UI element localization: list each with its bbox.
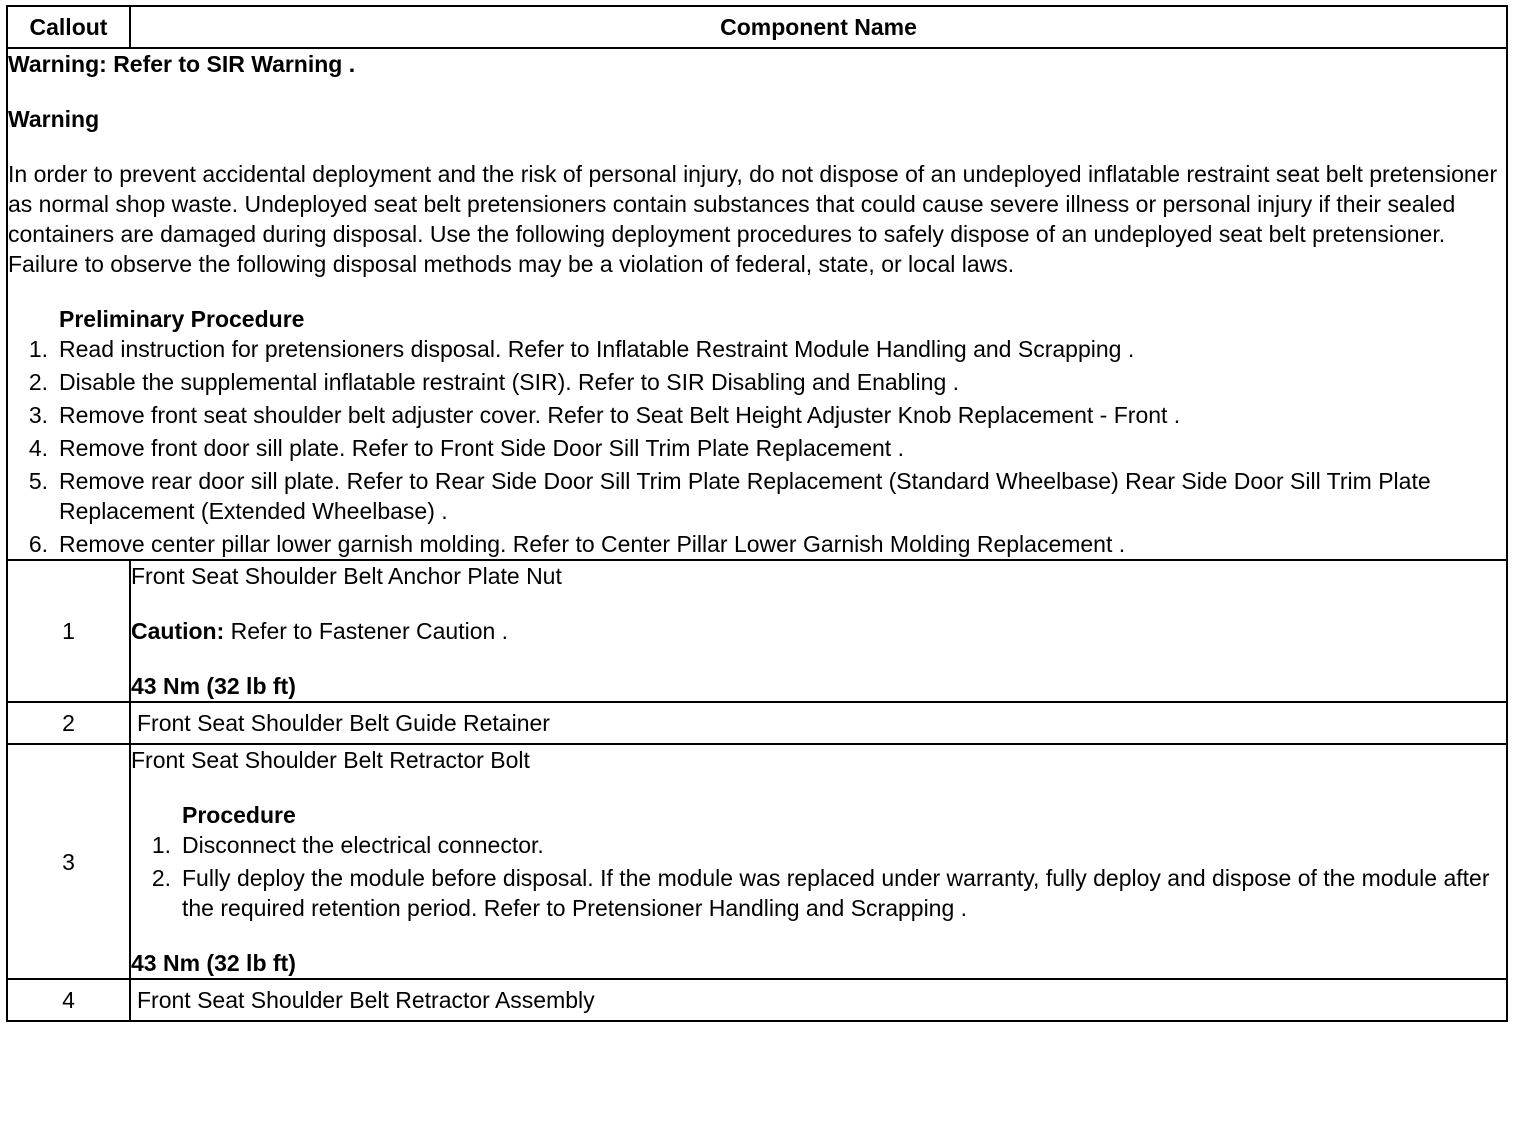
component-name: Front Seat Shoulder Belt Retractor Assembly (137, 987, 595, 1013)
step-number: 1. (151, 832, 171, 858)
step-text[interactable]: Disable the supplemental inflatable restraint (SIR). Refer to SIR Disabling and Enabling . (59, 369, 960, 395)
preliminary-step (8, 433, 1506, 463)
step-number: 4. (28, 435, 48, 461)
step-text[interactable]: Remove center pillar lower garnish molding. Refer to Center Pillar Lower Garnish Molding Replacement . (59, 531, 1126, 557)
step-text[interactable]: Remove front seat shoulder belt adjuster cover. Refer to Seat Belt Height Adjuster Knob Replacement - Front . (59, 402, 1181, 428)
procedure-step (131, 863, 1506, 923)
component-name: Front Seat Shoulder Belt Guide Retainer (137, 710, 550, 736)
preliminary-procedure-title: Preliminary Procedure (59, 306, 305, 332)
caution-label: Caution: (131, 618, 225, 644)
torque-spec: 43 Nm (32 lb ft) (131, 673, 296, 699)
table-row (7, 979, 1507, 1021)
warning-ref-label: Warning: (8, 51, 107, 77)
callout-number: 4 (7, 979, 130, 1021)
step-number: 3. (28, 402, 48, 428)
step-number: 2. (151, 865, 171, 891)
callout-number: 3 (7, 744, 130, 979)
component-name: Front Seat Shoulder Belt Retractor Bolt (131, 747, 530, 773)
component-name: Front Seat Shoulder Belt Anchor Plate Nut (131, 563, 562, 589)
header-row (7, 6, 1507, 48)
torque-spec: 43 Nm (32 lb ft) (131, 950, 296, 976)
table-row (7, 560, 1507, 702)
preliminary-step (8, 466, 1506, 526)
procedure-steps (131, 830, 1506, 923)
preliminary-step (8, 334, 1506, 364)
step-text: Disconnect the electrical connector. (182, 832, 544, 858)
procedure-title: Procedure (182, 802, 296, 828)
preliminary-step (8, 529, 1506, 559)
table-row (7, 702, 1507, 744)
step-number: 5. (28, 468, 48, 494)
caution-note (131, 616, 1506, 646)
component-cell (130, 744, 1507, 979)
preliminary-step (8, 367, 1506, 397)
general-notes-cell (7, 48, 1507, 560)
step-number: 6. (28, 531, 48, 557)
procedure-step (131, 830, 1506, 860)
warning-title: Warning (8, 106, 100, 132)
callout-number: 2 (7, 702, 130, 744)
step-number: 1. (28, 336, 48, 362)
preliminary-step (8, 400, 1506, 430)
component-cell (130, 560, 1507, 702)
component-table (6, 5, 1508, 1022)
step-text[interactable]: Remove rear door sill plate. Refer to Rear Side Door Sill Trim Plate Replacement (Standard Wheelbase) Rear Side Door Sill Trim Plate Replacement (Extended Wheelbase) . (59, 468, 1431, 524)
caution-link[interactable]: Refer to Fastener Caution . (230, 618, 509, 644)
preliminary-steps (8, 334, 1506, 559)
header-callout: Callout (7, 6, 130, 48)
component-cell (130, 979, 1507, 1021)
table-row (7, 744, 1507, 979)
component-cell (130, 702, 1507, 744)
general-notes-row (7, 48, 1507, 560)
callout-number: 1 (7, 560, 130, 702)
warning-ref-link[interactable]: Refer to SIR Warning . (113, 51, 356, 77)
step-text[interactable]: Read instruction for pretensioners disposal. Refer to Inflatable Restraint Module Handling and Scrapping . (59, 336, 1135, 362)
warning-body: In order to prevent accidental deployment and the risk of personal injury, do not dispose of an undeployed inflatable restraint seat belt pretensioner as normal shop waste. Undeployed seat belt pretensioners contain substances that could cause severe illness or personal injury if their sealed containers are damaged during disposal. Use the following deployment procedures to safely dispose of an undeployed seat belt pretensioner. Failure to observe the following disposal methods may be a violation of federal, state, or local laws. (8, 161, 1498, 277)
step-text[interactable]: Fully deploy the module before disposal. If the module was replaced under warranty, fully deploy and dispose of the module after the required retention period. Refer to Pretensioner Handling and Scrapping . (182, 865, 1490, 921)
header-component-name: Component Name (130, 6, 1507, 48)
step-number: 2. (28, 369, 48, 395)
warning-reference (8, 49, 1506, 79)
step-text[interactable]: Remove front door sill plate. Refer to Front Side Door Sill Trim Plate Replacement . (59, 435, 904, 461)
